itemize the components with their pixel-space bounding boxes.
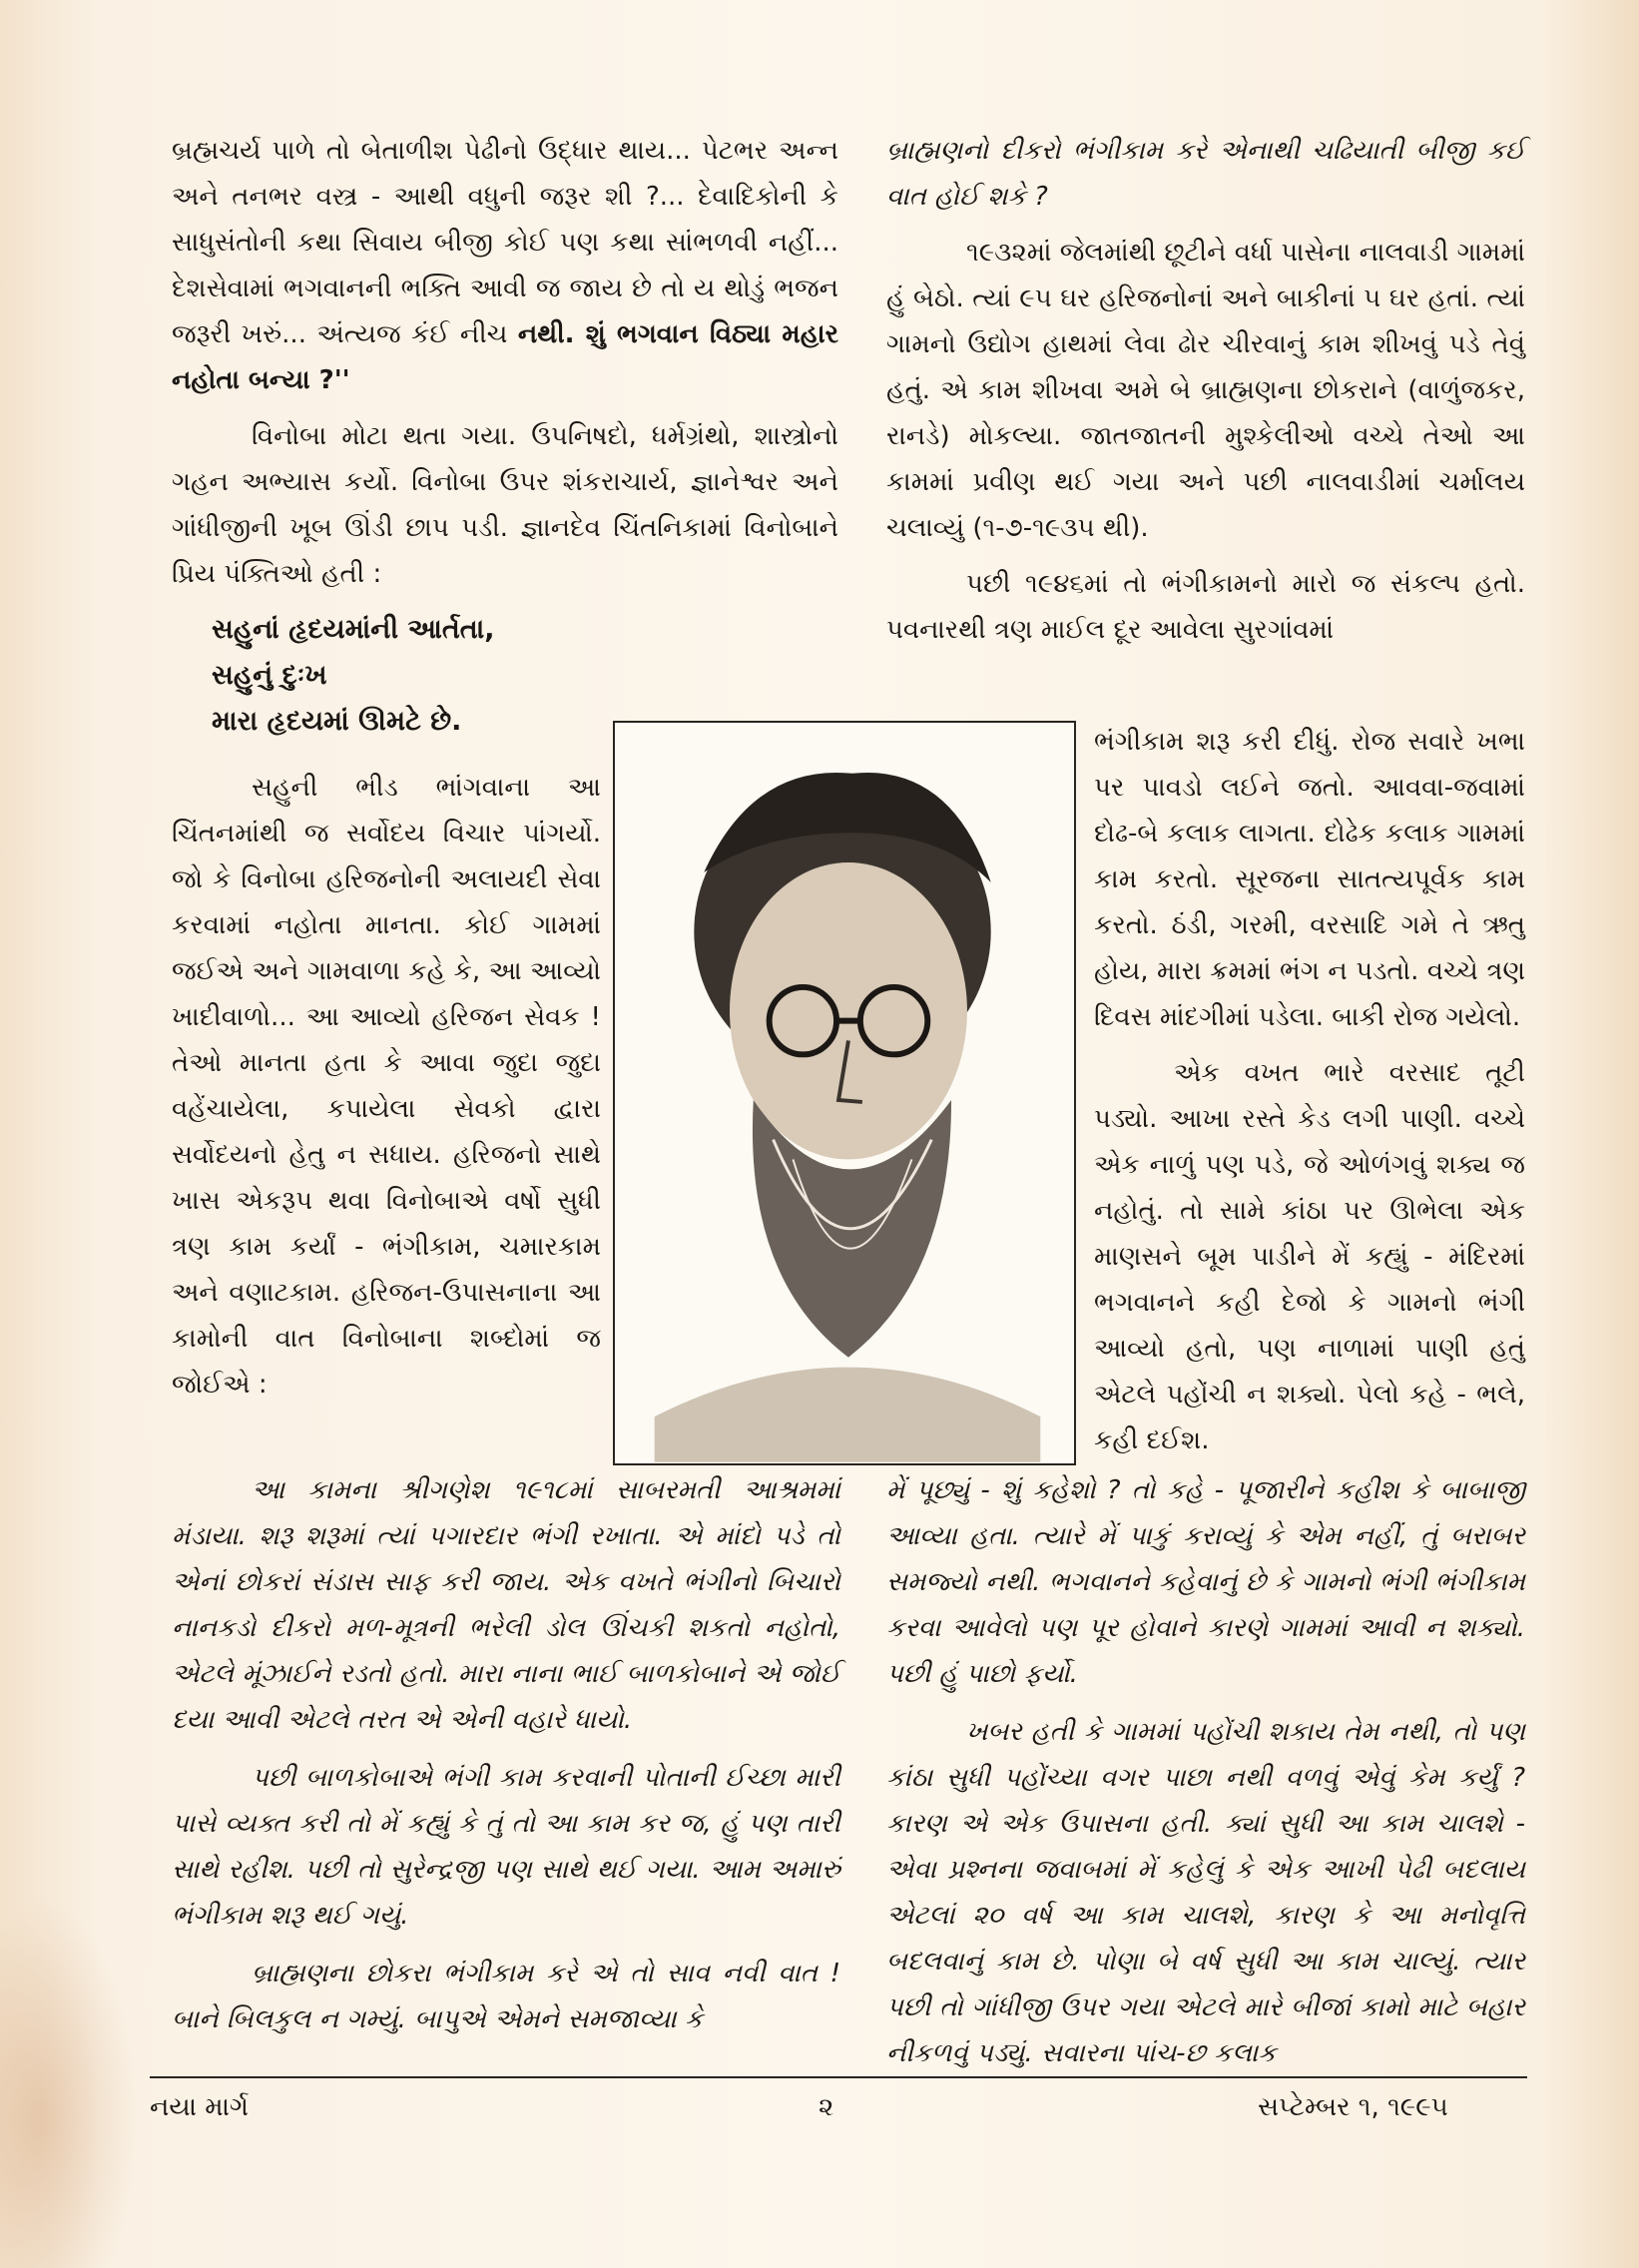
- footer-rule: [150, 2076, 1527, 2078]
- footer-page-number: ૨: [819, 2092, 834, 2122]
- bottom-left-para-3: બ્રાહ્મણના છોકરા ભંગીકામ કરે એ તો સાવ નવી વાત ! બાને બિલકુલ ન ગમ્યું. બાપુએ એમને સમજાવ્યા કે: [172, 1959, 840, 2034]
- portrait-sketch: [613, 721, 1076, 1465]
- right-para-4: એક વખત ભારે વરસાદ તૂટી પડ્યો. આખા રસ્તે કેડ લગી પાણી. વચ્ચે એક નાળું પણ પડે, જે ઓળંગવું શક્ય જ નહોતું. તો સામે કાંઠા પર ઊભેલા એક માણસને બૂમ પાડીને મેં કહ્યું - મંદિરમાં ભગવાનને કહી દેજો કે ગામનો ભંગી આવ્યો હતો, પણ નાળામાં પાણી હતું એટલે પહોંચી ન શક્યો. પેલો કહે - ભલે, કહી દઈશ.: [1094, 1058, 1525, 1455]
- right-column: [886, 128, 1525, 663]
- bottom-right-para-2: ખબર હતી કે ગામમાં પહોંચી શકાય તેમ નથી, તો પણ કાંઠા સુધી પહોંચ્યા વગર પાછા નથી વળવું એવું કેમ કર્યું ? કારણ એ એક ઉપાસના હતી. ક્યાં સુધી આ કામ ચાલશે - એવા પ્રશ્નના જવાબમાં મેં કહેલું કે એક આખી પેઢી બદલાય એટલાં ૨૦ વર્ષ આ કામ ચાલશે, કારણ કે આ મનોવૃત્તિ બદલવાનું કામ છે. પોણા બે વર્ષ સુધી આ કામ ચાલ્યું. ત્યાર પછી તો ગાંધીજી ઉપર ગયા એટલે મારે બીજાં કામો માટે બહાર નીકળવું પડ્યું. સવારના પાંચ-છ કલાક: [886, 1717, 1525, 2068]
- left-para-3: સહુની ભીડ ભાંગવાના આ ચિંતનમાંથી જ સર્વોદય વિચાર પાંગર્યો. જો કે વિનોબા હરિજનોની અલાયદી સેવા કરવામાં નહોતા માનતા. કોઈ ગામમાં જઈએ અને ગામવાળા કહે કે, આ આવ્યો ખાદીવાળો... આ આવ્યો હરિજન સેવક ! તેઓ માનતા હતા કે આવા જુદા જુદા વહેંચાયેલા, કપાયેલા સેવકો દ્વારા સર્વોદયનો હેતુ ન સધાય. હરિજનો સાથે ખાસ એકરૂપ થવા વિનોબાએ વર્ષો સુધી ત્રણ કામ કર્યાં - ભંગીકામ, ચમારકામ અને વણાટકામ. હરિજન-ઉપાસનાના આ કામોની વાત વિનોબાના શબ્દોમાં જ જોઈએ :: [172, 773, 601, 1400]
- portrait-illustration: [615, 723, 1074, 1463]
- right-narrow-column: [1094, 719, 1525, 1473]
- footer-date: સપ્ટેમ્બર ૧, ૧૯૯૫: [1258, 2092, 1448, 2122]
- poem-line-2: સહુનું દુઃખ: [212, 660, 327, 691]
- footer-magazine-name: નયા માર્ગ: [150, 2092, 250, 2122]
- right-para-2: ૧૯૩૨માં જેલમાંથી છૂટીને વર્ધા પાસેના નાલવાડી ગામમાં હું બેઠો. ત્યાં ૯૫ ઘર હરિજનોનાં અને બાકીનાં ૫ ઘર હતાં. ત્યાં ગામનો ઉદ્યોગ હાથમાં લેવા ઢોર ચીરવાનું કામ શીખવું પડે તેવું હતું. એ કામ શીખવા અમે બે બ્રાહ્મણના છોકરાને (વાળુંજકર, રાનડે) મોકલ્યા. જાતજાતની મુશ્કેલીઓ વચ્ચે તેઓ આ કામમાં પ્રવીણ થઈ ગયા અને પછી નાલવાડીમાં ચર્માલય ચલાવ્યું (૧-૭-૧૯૩૫ થી).: [886, 238, 1525, 543]
- bottom-right-column: [886, 1467, 1525, 2088]
- bottom-left-para-1: આ કામના શ્રીગણેશ ૧૯૧૮માં સાબરમતી આશ્રમમાં મંડાયા. શરૂ શરૂમાં ત્યાં પગારદાર ભંગી રખાતા. એ માંદો પડે તો એનાં છોકરાં સંડાસ સાફ કરી જાય. એક વખતે ભંગીનો બિચારો નાનકડો દીકરો મળ-મૂત્રની ભરેલી ડોલ ઊંચકી શકતો નહોતો, એટલે મૂંઝાઈને રડતો હતો. મારા નાના ભાઈ બાળકોબાને એ જોઈ દયા આવી એટલે તરત એ એની વહારે ધાયો.: [172, 1475, 840, 1735]
- left-para-1-text: બ્રહ્મચર્ય પાળે તો બેતાળીશ પેઢીનો ઉદ્ધાર થાય... પેટભર અન્ન અને તનભર વસ્ત્ર - આથી વધુની જરૂર શી ?... દેવાદિકોની કે સાધુસંતોની કથા સિવાય બીજી કોઈ પણ કથા સાંભળવી નહીં... દેશસેવામાં ભગવાનની ભક્તિ આવી જ જાય છે તો ય થોડું ભજન જરૂરી ખરું... અંત્યજ કંઈ નીચ: [172, 136, 838, 349]
- poem-line-3: મારા હૃદયમાં ઊમટે છે.: [212, 706, 462, 737]
- bottom-right-para-1: મેં પૂછ્યું - શું કહેશો ? તો કહે - પૂજારીને કહીશ કે બાબાજી આવ્યા હતા. ત્યારે મેં પાકું કરાવ્યું કે એમ નહીં, તું બરાબર સમજ્યો નથી. ભગવાનને કહેવાનું છે કે ગામનો ભંગી ભંગીકામ કરવા આવેલો પણ પૂર હોવાને કારણે ગામમાં આવી ન શક્યો. પછી હું પાછો ફર્યો.: [886, 1475, 1525, 1689]
- bottom-left-para-2: પછી બાળકોબાએ ભંગી કામ કરવાની પોતાની ઈચ્છા મારી પાસે વ્યક્ત કરી તો મેં કહ્યું કે તું તો આ કામ કર જ, હું પણ તારી સાથે રહીશ. પછી તો સુરેન્દ્રજી પણ સાથે થઈ ગયા. આમ અમારું ભંગીકામ શરૂ થઈ ગયું.: [172, 1763, 840, 1931]
- paper-stain: [0, 1897, 140, 2268]
- right-para-3b: ભંગીકામ શરૂ કરી દીધું. રોજ સવારે ખભા પર પાવડો લઈને જતો. આવવા-જવામાં દોઢ-બે કલાક લાગતા. દોઢેક કલાક ગામમાં કામ કરતો. સૂરજના સાતત્યપૂર્વક કામ કરતો. ઠંડી, ગરમી, વરસાદિ ગમે તે ઋતુ હોય, મારા ક્રમમાં ભંગ ન પડતો. વચ્ચે ત્રણ દિવસ માંદગીમાં પડેલા. બાકી રોજ ગયેલો.: [1094, 727, 1525, 1032]
- left-para-1: [172, 128, 838, 403]
- right-para-1: બ્રાહ્મણનો દીકરો ભંગીકામ કરે એનાથી ચઢિયાતી બીજી કઈ વાત હોઈ શકે ?: [886, 136, 1525, 212]
- poem-line-1: સહુનાં હૃદયમાંની આર્તતા,: [212, 614, 495, 645]
- bottom-left-column: [172, 1467, 840, 2054]
- right-para-3a: પછી ૧૯૪૬માં તો ભંગીકામનો મારો જ સંકલ્પ હતો. પવનારથી ત્રણ માઈલ દૂર આવેલા સુરગાંવમાં: [886, 569, 1525, 645]
- left-para-1-bold: નથી. શું ભગવાન વિઠ્યા મહાર નહોતા બન્યા ?'': [172, 319, 839, 395]
- left-para-2: વિનોબા મોટા થતા ગયા. ઉપનિષદો, ધર્મગ્રંથો, શાસ્ત્રોનો ગહન અભ્યાસ કર્યો. વિનોબા ઉપર શંકરાચાર્ય, જ્ઞાનેશ્વર અને ગાંધીજીની ખૂબ ઊંડી છાપ પડી. જ્ઞાનદેવ ચિંતનિકામાં વિનોબાને પ્રિય પંક્તિઓ હતી :: [172, 421, 838, 589]
